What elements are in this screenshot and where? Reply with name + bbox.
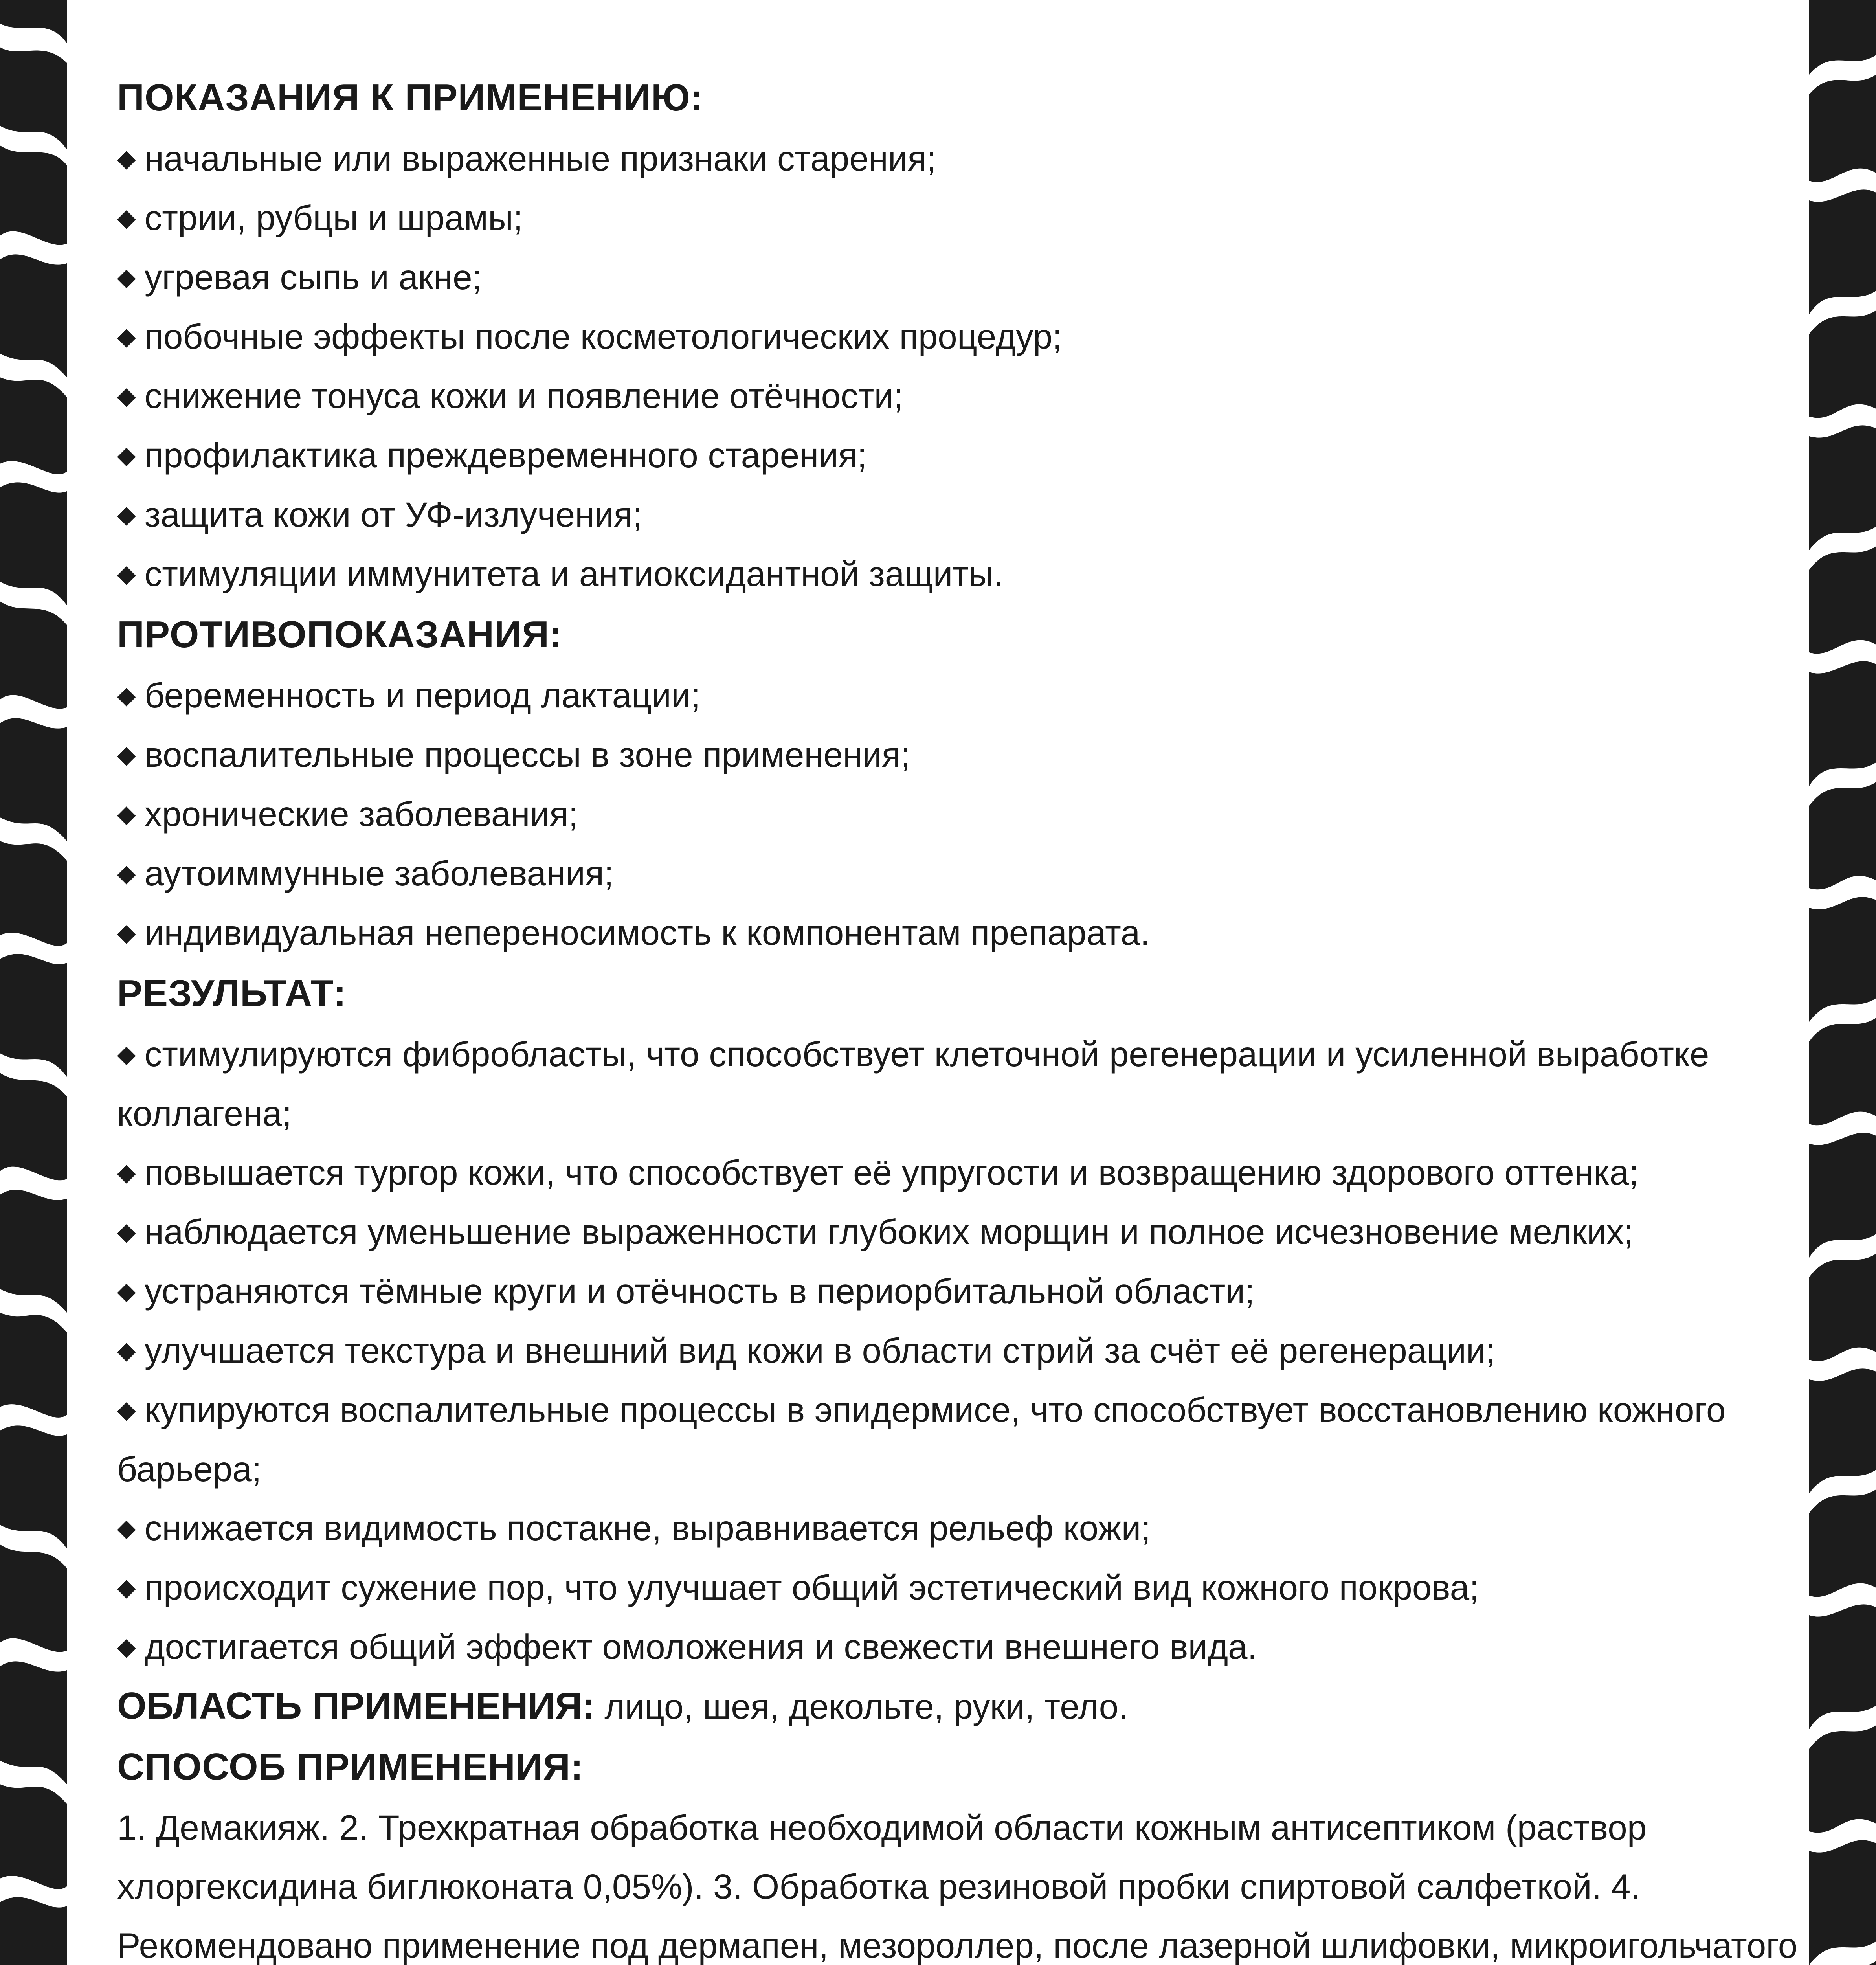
diamond-bullet-icon: ◆ [117, 501, 136, 528]
list-item [117, 248, 1807, 307]
diamond-bullet-icon: ◆ [117, 204, 136, 231]
section-result [117, 962, 1807, 1677]
list-item-text: индивидуальная непереносимость к компонентам препарата. [144, 913, 1150, 952]
list-item-text: воспалительные процессы в зоне применения; [144, 735, 910, 774]
list-item [117, 1321, 1807, 1380]
list-item [117, 903, 1807, 962]
list-item [117, 1262, 1807, 1321]
diamond-bullet-icon: ◆ [117, 741, 136, 768]
zebra-border-right [1809, 0, 1876, 1965]
section-heading: ПОКАЗАНИЯ К ПРИМЕНЕНИЮ: [117, 77, 704, 119]
list-item [117, 1499, 1807, 1558]
diamond-bullet-icon: ◆ [117, 1396, 136, 1423]
list-item [117, 1617, 1807, 1677]
list-item-text: побочные эффекты после косметологических процедур; [144, 317, 1062, 356]
section-area [117, 1677, 1807, 1736]
diamond-bullet-icon: ◆ [117, 1278, 136, 1305]
list-item-text: улучшается текстура и внешний вид кожи в области стрий за счёт её регенерации; [144, 1331, 1496, 1370]
list-item [117, 188, 1807, 248]
diamond-bullet-icon: ◆ [117, 323, 136, 350]
diamond-bullet-icon: ◆ [117, 382, 136, 410]
list-item-text: стимуляции иммунитета и антиоксидантной защиты. [144, 554, 1004, 593]
list-item-text: снижение тонуса кожи и появление отёчности; [144, 376, 903, 415]
diamond-bullet-icon: ◆ [117, 860, 136, 887]
diamond-bullet-icon: ◆ [117, 1515, 136, 1542]
section-method [117, 1736, 1807, 1965]
contraindications-list [117, 666, 1807, 962]
diamond-bullet-icon: ◆ [117, 919, 136, 946]
list-item-text: беременность и период лактации; [144, 676, 701, 715]
section-heading: ПРОТИВОПОКАЗАНИЯ: [117, 613, 563, 656]
list-item-text: стрии, рубцы и шрамы; [144, 198, 523, 237]
list-item [117, 1558, 1807, 1617]
list-item [117, 129, 1807, 188]
list-item-text: начальные или выраженные признаки старения; [144, 139, 936, 178]
section-indications [117, 67, 1807, 604]
area-heading: ОБЛАСТЬ ПРИМЕНЕНИЯ: [117, 1685, 595, 1727]
list-item-text: наблюдается уменьшение выраженности глубоких морщин и полное исчезновение мелких; [144, 1212, 1634, 1251]
list-item [117, 1143, 1807, 1202]
list-item-text: стимулируются фибробласты, что способствует клеточной регенерации и усиленной выработке коллагена; [117, 1034, 1709, 1133]
list-item-text: угревая сыпь и акне; [144, 257, 482, 297]
list-item-text: происходит сужение пор, что улучшает общий эстетический вид кожного покрова; [144, 1568, 1479, 1607]
list-item [117, 725, 1807, 784]
diamond-bullet-icon: ◆ [117, 1218, 136, 1245]
zebra-stripes-left [0, 0, 67, 1965]
section-contraindications [117, 604, 1807, 962]
diamond-bullet-icon: ◆ [117, 1633, 136, 1660]
list-item-text: повышается тургор кожи, что способствует её упругости и возвращению здорового оттенка; [144, 1153, 1639, 1192]
list-item-text: купируются воспалительные процессы в эпидермисе, что способствует восстановлению кожного барьера; [117, 1390, 1726, 1489]
zebra-border-left [0, 0, 67, 1965]
diamond-bullet-icon: ◆ [117, 1159, 136, 1186]
list-item-text: защита кожи от УФ-излучения; [144, 495, 642, 534]
list-item [117, 1202, 1807, 1262]
document-page [67, 0, 1809, 1965]
section-heading: РЕЗУЛЬТАТ: [117, 972, 347, 1014]
diamond-bullet-icon: ◆ [117, 1337, 136, 1364]
list-item [117, 1380, 1807, 1499]
result-list [117, 1025, 1807, 1677]
list-item-text: профилактика преждевременного старения; [144, 435, 867, 475]
list-item [117, 426, 1807, 485]
diamond-bullet-icon: ◆ [117, 682, 136, 709]
list-item [117, 666, 1807, 725]
diamond-bullet-icon: ◆ [117, 801, 136, 828]
list-item-text: хронические заболевания; [144, 794, 578, 834]
list-item [117, 844, 1807, 903]
list-item [117, 784, 1807, 844]
document-content [117, 67, 1807, 1965]
diamond-bullet-icon: ◆ [117, 1041, 136, 1068]
list-item [117, 307, 1807, 366]
list-item [117, 485, 1807, 544]
area-text: лицо, шея, декольте, руки, тело. [604, 1687, 1128, 1726]
diamond-bullet-icon: ◆ [117, 1574, 136, 1601]
diamond-bullet-icon: ◆ [117, 264, 136, 291]
list-item-text: достигается общий эффект омоложения и свежести внешнего вида. [144, 1627, 1257, 1666]
diamond-bullet-icon: ◆ [117, 145, 136, 172]
indications-list [117, 129, 1807, 604]
list-item-text: аутоиммунные заболевания; [144, 854, 614, 893]
diamond-bullet-icon: ◆ [117, 560, 136, 588]
method-text: 1. Демакияж. 2. Трехкратная обработка необходимой области кожным антисептиком (раствор хлоргексидина биглюконата 0,05%). 3. Обработка резиновой пробки спиртовой салфеткой. 4. Рекомендовано применение под дермапен, мезороллер, после лазерной шлифовки, микроигольчатого [117, 1808, 1798, 1965]
list-item [117, 366, 1807, 426]
list-item [117, 544, 1807, 604]
diamond-bullet-icon: ◆ [117, 442, 136, 469]
list-item [117, 1025, 1807, 1143]
zebra-stripes-right [1809, 0, 1876, 1965]
list-item-text: устраняются тёмные круги и отёчность в периорбитальной области; [144, 1271, 1255, 1311]
method-heading: СПОСОБ ПРИМЕНЕНИЯ: [117, 1746, 584, 1788]
list-item-text: снижается видимость постакне, выравнивается рельеф кожи; [144, 1508, 1151, 1548]
